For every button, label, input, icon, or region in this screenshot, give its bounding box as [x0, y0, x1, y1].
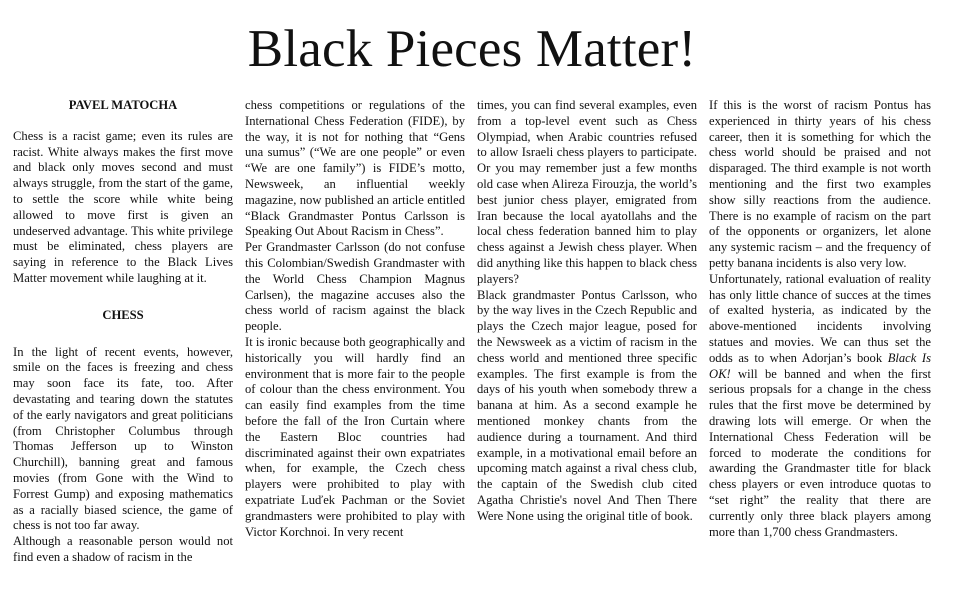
paragraph: Although a reasonable person would not find even a shadow of racism in the [13, 534, 233, 564]
article-body [13, 98, 933, 592]
section-heading: CHESS [102, 307, 144, 322]
author-byline: PAVEL MATOCHA [68, 98, 178, 112]
column-2 [245, 98, 465, 592]
column-4 [709, 98, 931, 592]
paragraph: If this is the worst of racism Pontus has experienced in thirty years of his chess career, then it is something for which the chess world should be praised and not disparaged. The third example is not worth mentioning and the first two examples show silly reactions from the audience. There is no example of racism on the part of the opponents or organizers, let alone any systemic racism – and the frequency of petty banana incidents is also very low. [709, 98, 931, 270]
paragraph: times, you can find several examples, even from a top-level event such as Chess Olympiad, when Arabic countries refused to allow Israeli chess players to participate. Or you may remember just a few months old case when Alireza Firouzja, the world’s best junior chess player, emigrated from Iran because the local ayatollahs and the local chess federation banned him to play chess against a Jewish chess player. When did anything like this happen to black chess players? [477, 98, 697, 286]
paragraph: chess competitions or regulations of the International Chess Federation (FIDE), by the way, it is not for nothing that “Gens una sumus” (“We are one people” or even “We are one family”) is FIDE’s motto, Newsweek, an influential weekly magazine, now published an article entitled “Black Grandmaster Pontus Carlsson is Speaking Out About Racism in Chess”. [245, 98, 465, 239]
book-title: Black Is OK! [709, 350, 931, 381]
paragraph: Black grandmaster Pontus Carlsson, who by the way lives in the Czech Republic and plays the Czech major league, posed for the Newsweek as a victim of racism in the chess world and mentioned three specific examples. The first example is from the days of his youth when somebody threw a banana at him. As a second example he mentioned monkey chants from the audience during a tournament. And third example, in a motivational email before an upcoming match against a rival chess club, the captain of the Swedish club cited Agatha Christie's novel And Then There Were None using the original title of book. [477, 287, 697, 523]
paragraph-text: will be banned and when the first serious propsals for a change in the chess rules that the first move be determined by drawing lots will emerge. Or when the International Chess Federation will be forced to moderate the conditions for awarding the Grandmaster title for black chess players or even introduce quotas to “set right” the reality that there are currently only three black players among more than 1,700 chess Grandmasters. [709, 366, 931, 539]
paragraph: It is ironic because both geographically and historically you will hardly find an environment that is more fair to the people of colour than the chess environment. You can easily find examples from the time before the fall of the Iron Curtain where the Eastern Bloc countries had discriminated against their own expatriates when, for example, the Czech chess players were prohibited to play with expatriate Luďek Pachman or the Soviet grandmasters were prohibited to play with Victor Korchnoi. In very recent [245, 334, 465, 539]
paragraph-text: Unfortunately, rational evaluation of reality has only little chance of succes at the times of exalted hysteria, as indicated by the above-mentioned incidents involving statues and movies. We can thus set the odds as to when Adorjan’s book [709, 271, 931, 365]
column-1 [13, 98, 233, 592]
paragraph [709, 272, 931, 541]
paragraph: Chess is a racist game; even its rules are racist. White always makes the first move and black only moves second and must always struggle, from the start of the game, to settle the score while white being allowed to move first is given an undeserved advantage. This white privilege must be eliminated, chess players are saying in reference to the Black Lives Matter movement while laughing at it. [13, 128, 233, 285]
column-3 [477, 98, 697, 592]
paragraph: In the light of recent events, however, smile on the faces is freezing and chess may soon face its fate, too. After devastating and tearing down the statutes of the early navigators and great politicians (from Christopher Columbus through Thomas Jefferson up to Winston Churchill), banning great and famous movies (from Gone with the Wind to Forrest Gump) and exposing mathematics as a racially biased science, the game of chess is not too far away. [13, 344, 233, 533]
paragraph: Per Grandmaster Carlsson (do not confuse this Colombian/Swedish Grandmaster with the World Chess Champion Magnus Carlsen), the magazine accuses also the chess world of racism against the black people. [245, 240, 465, 334]
article-title: Black Pieces Matter! [247, 20, 697, 78]
